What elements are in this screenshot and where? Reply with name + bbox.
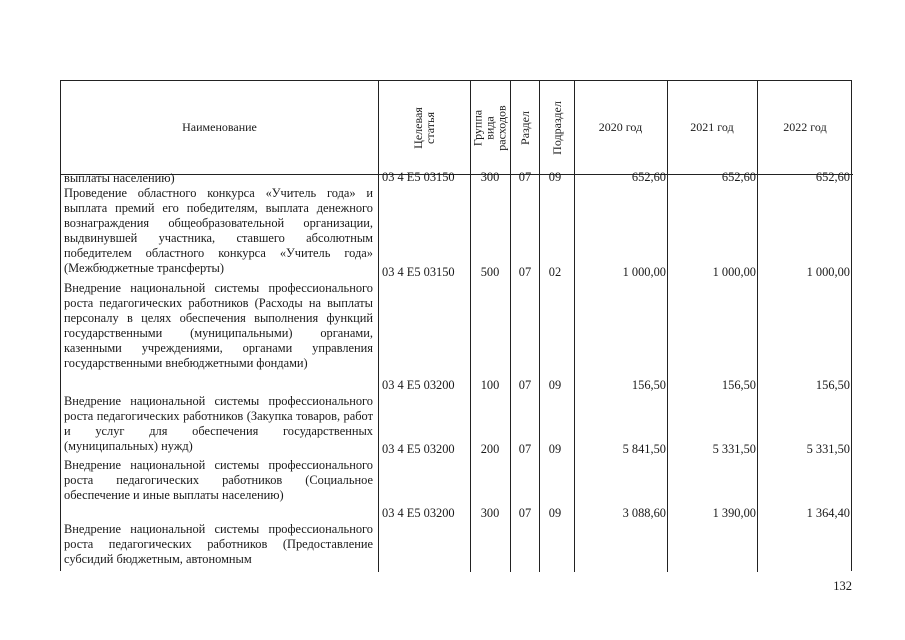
header-year-2021: 2021 год (690, 120, 734, 134)
expense-group: 300 (480, 170, 500, 184)
subsection: 09 (548, 170, 562, 184)
amount-2022: 1 000,00 (806, 265, 850, 279)
subsection: 02 (548, 265, 562, 279)
amount-2020: 652,60 (631, 170, 666, 184)
target-code: 03 4 E5 03200 (382, 442, 455, 456)
target-code: 03 4 E5 03150 (382, 265, 455, 279)
page-number: 132 (833, 579, 852, 593)
header-expense-group-cell (470, 81, 510, 174)
header-section: Раздел (517, 110, 532, 145)
row-description: выплаты населению) (64, 171, 175, 185)
subsection: 09 (548, 442, 562, 456)
header-expense-group: Группа вида расходов (471, 104, 509, 151)
amount-2020: 1 000,00 (622, 265, 666, 279)
expense-group: 100 (480, 378, 500, 392)
amount-2021: 1 000,00 (712, 265, 756, 279)
amount-2020: 3 088,60 (622, 506, 666, 520)
amount-2020: 156,50 (631, 378, 666, 392)
amount-2021: 156,50 (721, 378, 756, 392)
amount-2022: 156,50 (815, 378, 850, 392)
target-code: 03 4 E5 03150 (382, 170, 455, 184)
expense-group: 300 (480, 506, 500, 520)
header-subsection: Подраздел (549, 100, 564, 155)
expense-group: 200 (480, 442, 500, 456)
amount-2022: 5 331,50 (806, 442, 850, 456)
row-description: Внедрение национальной системы профессионального роста педагогических работников (Расходы на выплаты персоналу в целях обеспечения выполнения функций государственными (муниципальными) органами, казенными учреждениями, органами управления государственными внебюджетными фондами) (64, 281, 373, 371)
header-target: Целевая статья (410, 106, 437, 149)
subsection: 09 (548, 378, 562, 392)
row-description: Внедрение национальной системы профессионального роста педагогических работников (Социальное обеспечение и иные выплаты населению) (64, 458, 373, 503)
header-year-2022: 2022 год (783, 120, 827, 134)
row-description: Внедрение национальной системы профессионального роста педагогических работников (Предоставление субсидий бюджетным, автономным (64, 522, 373, 567)
section: 07 (518, 265, 532, 279)
header-name: Наименование (182, 120, 257, 134)
amount-2020: 5 841,50 (622, 442, 666, 456)
target-code: 03 4 E5 03200 (382, 378, 455, 392)
amount-2021: 1 390,00 (712, 506, 756, 520)
amount-2021: 652,60 (721, 170, 756, 184)
header-subsection-cell (539, 81, 574, 174)
section: 07 (518, 442, 532, 456)
expense-group: 500 (480, 265, 500, 279)
subsection: 09 (548, 506, 562, 520)
amount-2022: 652,60 (815, 170, 850, 184)
header-section-cell (510, 81, 539, 174)
amount-2021: 5 331,50 (712, 442, 756, 456)
section: 07 (518, 170, 532, 184)
header-year-2020: 2020 год (598, 120, 643, 134)
header-target-cell (378, 81, 470, 174)
section: 07 (518, 506, 532, 520)
section: 07 (518, 378, 532, 392)
amount-2022: 1 364,40 (806, 506, 850, 520)
row-description: Проведение областного конкурса «Учитель года» и выплата премий его победителям, выплата денежного вознаграждения общеобразовательной организации, выдвинувшей участника, ставшего абсолютным победителем областного конкурса «Учитель года» (Межбюджетные трансферты) (64, 186, 373, 276)
row-description: Внедрение национальной системы профессионального роста педагогических работников (Закупка товаров, работ и услуг для обеспечения государственных (муниципальных) нужд) (64, 394, 373, 454)
target-code: 03 4 E5 03200 (382, 506, 455, 520)
